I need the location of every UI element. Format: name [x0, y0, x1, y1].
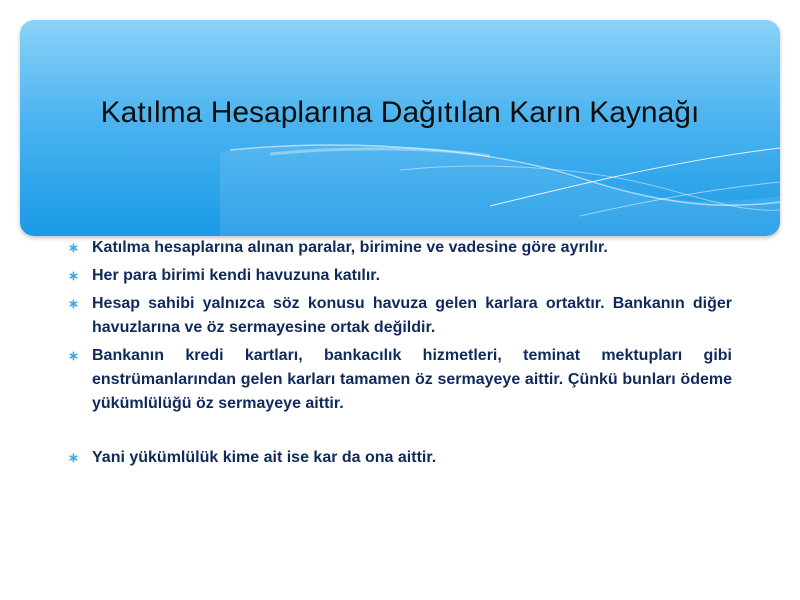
asterisk-bullet-icon: ∗ [68, 348, 79, 363]
asterisk-bullet-icon: ∗ [68, 296, 79, 311]
bullet-item [68, 292, 732, 340]
title-banner [20, 20, 780, 236]
bullet-item [68, 236, 732, 260]
bullet-text: Bankanın kredi kartları, bankacılık hizmetleri, teminat mektupları gibi enstrümanlarından gelen karları tamamen öz sermayeye aittir. Çünkü bunları ödeme yükümlülüğü öz sermayeye aittir. [92, 347, 732, 412]
asterisk-bullet-icon: ∗ [68, 240, 79, 255]
bullet-text: Katılma hesaplarına alınan paralar, birimine ve vadesine göre ayrılır. [92, 239, 608, 256]
bullet-text: Her para birimi kendi havuzuna katılır. [92, 267, 381, 284]
bullet-text: Yani yükümlülük kime ait ise kar da ona aittir. [92, 449, 437, 466]
bullet-list [68, 236, 732, 474]
asterisk-bullet-icon: ∗ [68, 268, 79, 283]
bullet-text: Hesap sahibi yalnızca söz konusu havuza gelen karlara ortaktır. Bankanın diğer havuzlarına ve öz sermayesine ortak değildir. [92, 295, 732, 336]
bullet-item [68, 446, 732, 470]
bullet-item [68, 264, 732, 288]
bullet-item [68, 344, 732, 416]
asterisk-bullet-icon: ∗ [68, 450, 79, 465]
slide-title: Katılma Hesaplarına Dağıtılan Karın Kaynağı [100, 96, 700, 129]
